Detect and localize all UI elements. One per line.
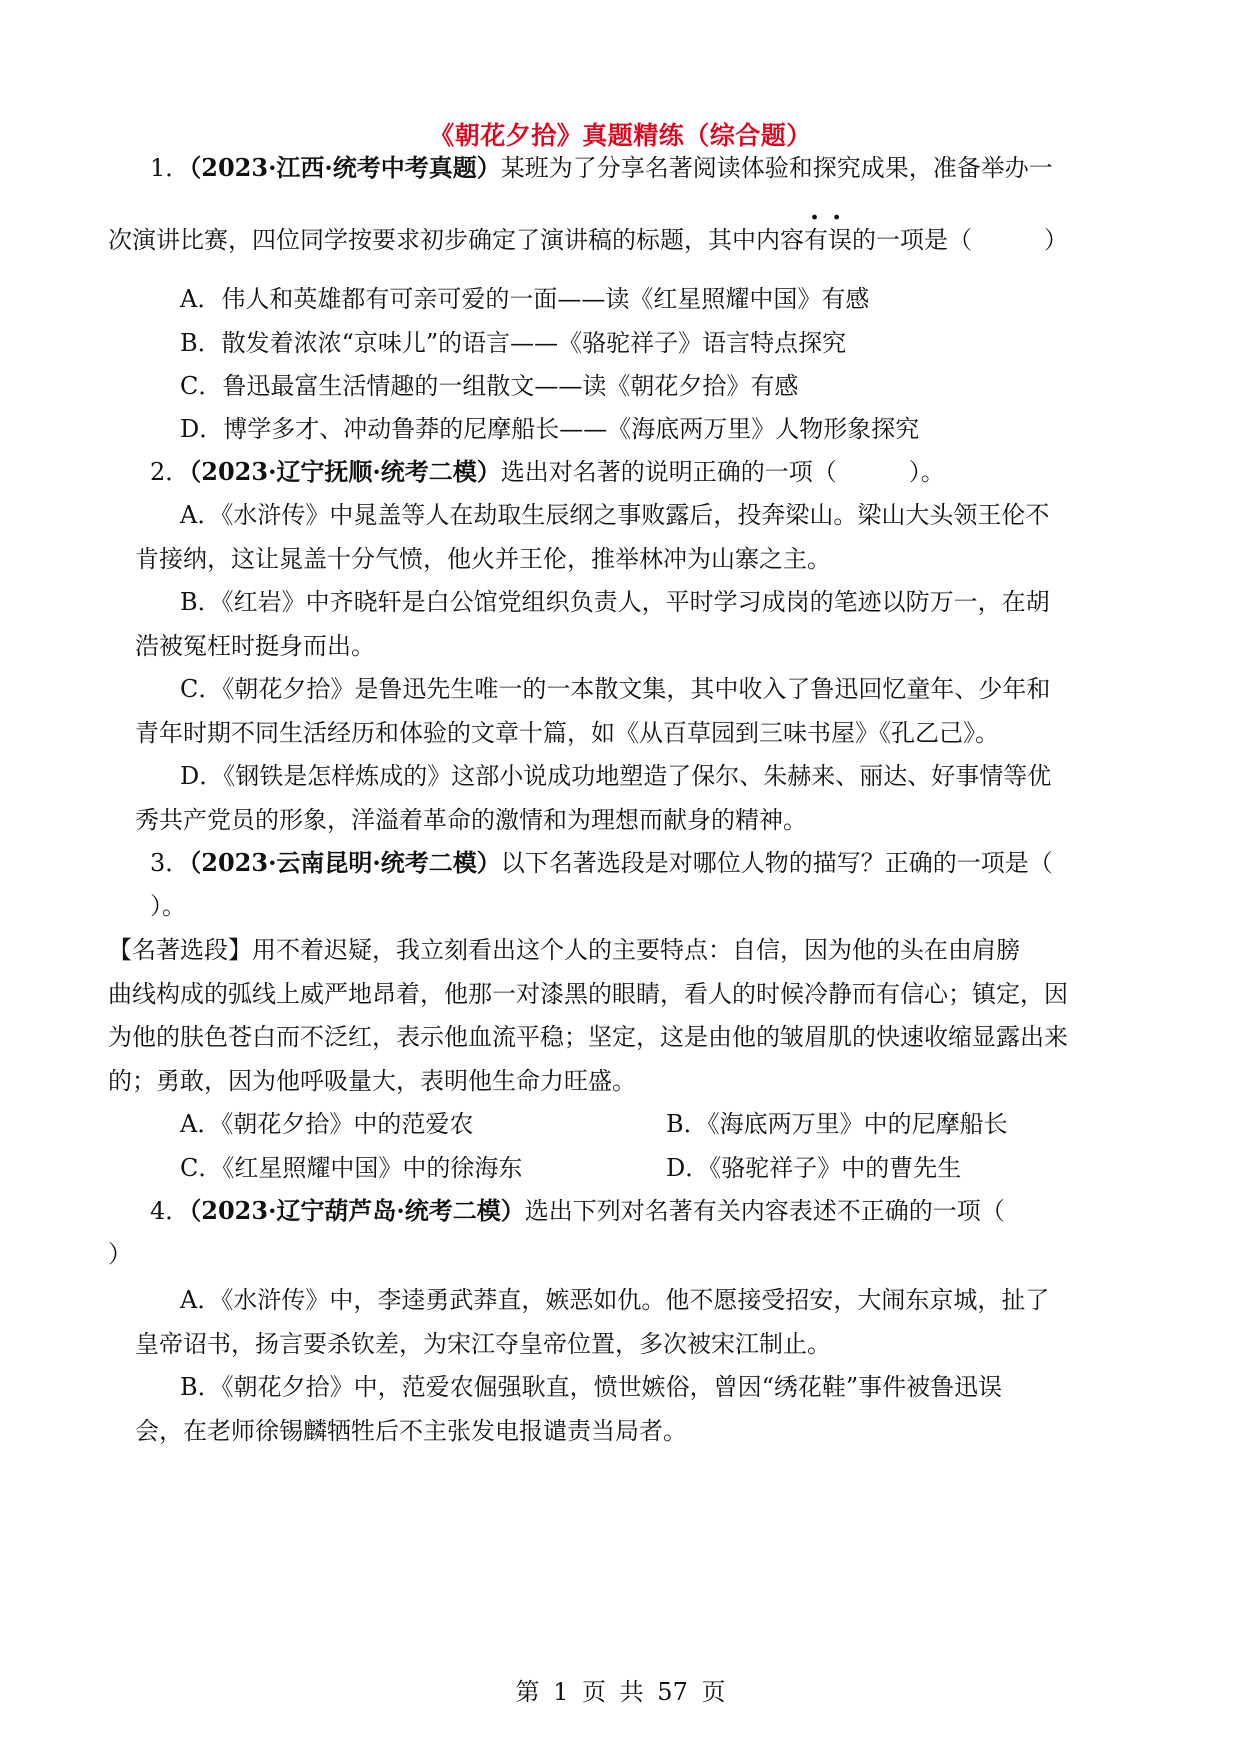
q2-option-a-line-2: 肯接纳，这让晁盖十分气愤，他火并王伦，推举林冲为山寨之主。: [135, 545, 831, 573]
q1-option-b: B．散发着浓浓“京味儿”的语言——《骆驼祥子》语言特点探究: [180, 329, 847, 357]
q4-source-tag: （2023·辽宁葫芦岛·统考二模）: [189, 1196, 525, 1225]
q2-option-c-line-1: C．《朝花夕拾》是鲁迅先生唯一的一本散文集，其中收入了鲁迅回忆童年、少年和: [180, 675, 1051, 703]
q2-option-b-line-1: B．《红岩》中齐晓轩是白公馆党组织负责人，平时学习成岗的笔迹以防万一，在胡: [180, 588, 1050, 616]
q4-option-a-line-1: A．《水浒传》中，李逵勇武莽直，嫉恶如仇。他不愿接受招安，大闹东京城，扯了: [180, 1286, 1050, 1314]
q2-source-tag: （2023·辽宁抚顺·统考二模）: [189, 457, 501, 486]
q2-option-d-line-1: D．《钢铁是怎样炼成的》这部小说成功地塑造了保尔、朱赫来、丽达、好事情等优: [180, 762, 1052, 790]
q1-option-c: C．鲁迅最富生活情趣的一组散文——读《朝花夕拾》有感: [180, 372, 799, 400]
q2-stem: 选出对名著的说明正确的一项（ ）。: [500, 458, 945, 486]
q3-option-d: D．《骆驼祥子》中的曹先生: [666, 1154, 962, 1182]
q1-option-a: A．伟人和英雄都有可亲可爱的一面——读《红星照耀中国》有感: [180, 285, 870, 313]
q4-number: 4．: [150, 1197, 190, 1225]
q1-option-d: D．博学多才、冲动鲁莽的尼摩船长——《海底两万里》人物形象探究: [180, 415, 920, 443]
q4-stem-line-1: [150, 1196, 1005, 1226]
q3-source-tag: （2023·云南昆明·统考二模）: [189, 848, 501, 877]
q2-option-c-line-2: 青年时期不同生活经历和体验的文章十篇，如《从百草园到三味书屋》《孔乙己》。: [135, 719, 999, 747]
q1-source-tag: （2023·江西·统考中考真题）: [189, 153, 501, 182]
q2-option-d-line-2: 秀共产党员的形象，洋溢着革命的激情和为理想而献身的精神。: [135, 806, 807, 834]
q4-option-a-line-2: 皇帝诏书，扬言要杀钦差，为宋江夺皇帝位置，多次被宋江制止。: [135, 1330, 831, 1358]
q1-stem-part-1: 某班为了分享名著阅读体验和探究成果，准备举办一: [500, 154, 1053, 182]
q1-number: 1．: [150, 154, 190, 182]
q1-stem-part-2a: 次演讲比赛，四位同学按要求初步确定了演讲稿的标题，其中内容: [108, 226, 804, 254]
q2-option-a-line-1: A．《水浒传》中晁盖等人在劫取生辰纲之事败露后，投奔梁山。梁山大头领王伦不: [180, 501, 1050, 529]
q2-option-b-line-2: 浩被冤枉时挺身而出。: [135, 632, 375, 660]
q3-passage-line-2: 曲线构成的弧线上威严地昂着，他那一对漆黑的眼睛，看人的时候冷静而有信心；镇定，因: [108, 980, 1068, 1008]
q1-emphasis-text: · · 有误: [804, 225, 852, 255]
q1-stem-part-2c: 的一项是（ ）: [852, 226, 1068, 254]
q3-number: 3．: [150, 849, 190, 877]
q1-stem-line-2: [108, 225, 1068, 255]
q3-stem-part-1: 以下名著选段是对哪位人物的描写？正确的一项是（: [500, 849, 1053, 877]
q4-stem-line-2: ）: [108, 1240, 132, 1268]
q3-stem-line-1: [150, 848, 1053, 878]
page-footer: 第 1 页 共 57 页: [515, 1678, 726, 1706]
q2-stem-line: [150, 457, 945, 487]
q2-number: 2．: [150, 458, 190, 486]
q4-stem-part-1: 选出下列对名著有关内容表述不正确的一项（: [524, 1197, 1005, 1225]
q3-passage-line-4: 的；勇敢，因为他呼吸量大，表明他生命力旺盛。: [108, 1067, 636, 1095]
q4-option-b-line-1: B．《朝花夕拾》中，范爱农倔强耿直，愤世嫉俗，曾因“绣花鞋”事件被鲁迅误: [180, 1373, 1003, 1401]
q3-stem-line-2: ）。: [150, 892, 186, 920]
q3-option-b: B．《海底两万里》中的尼摩船长: [666, 1110, 1008, 1138]
document-title: 《朝花夕拾》真题精练（综合题）: [429, 121, 812, 150]
q3-passage-line-3: 为他的肤色苍白而不泛红，表示他血流平稳；坚定，这是由他的皱眉肌的快速收缩显露出来: [108, 1023, 1068, 1051]
q1-stem-line-1: [150, 153, 1053, 183]
q3-option-c: C．《红星照耀中国》中的徐海东: [180, 1154, 523, 1182]
q3-option-a: A．《朝花夕拾》中的范爱农: [180, 1110, 474, 1138]
q4-option-b-line-2: 会，在老师徐锡麟牺牲后不主张发电报谴责当局者。: [135, 1417, 687, 1445]
q3-passage-line-1: 【名著选段】用不着迟疑，我立刻看出这个人的主要特点：自信，因为他的头在由肩膀: [108, 936, 1020, 964]
